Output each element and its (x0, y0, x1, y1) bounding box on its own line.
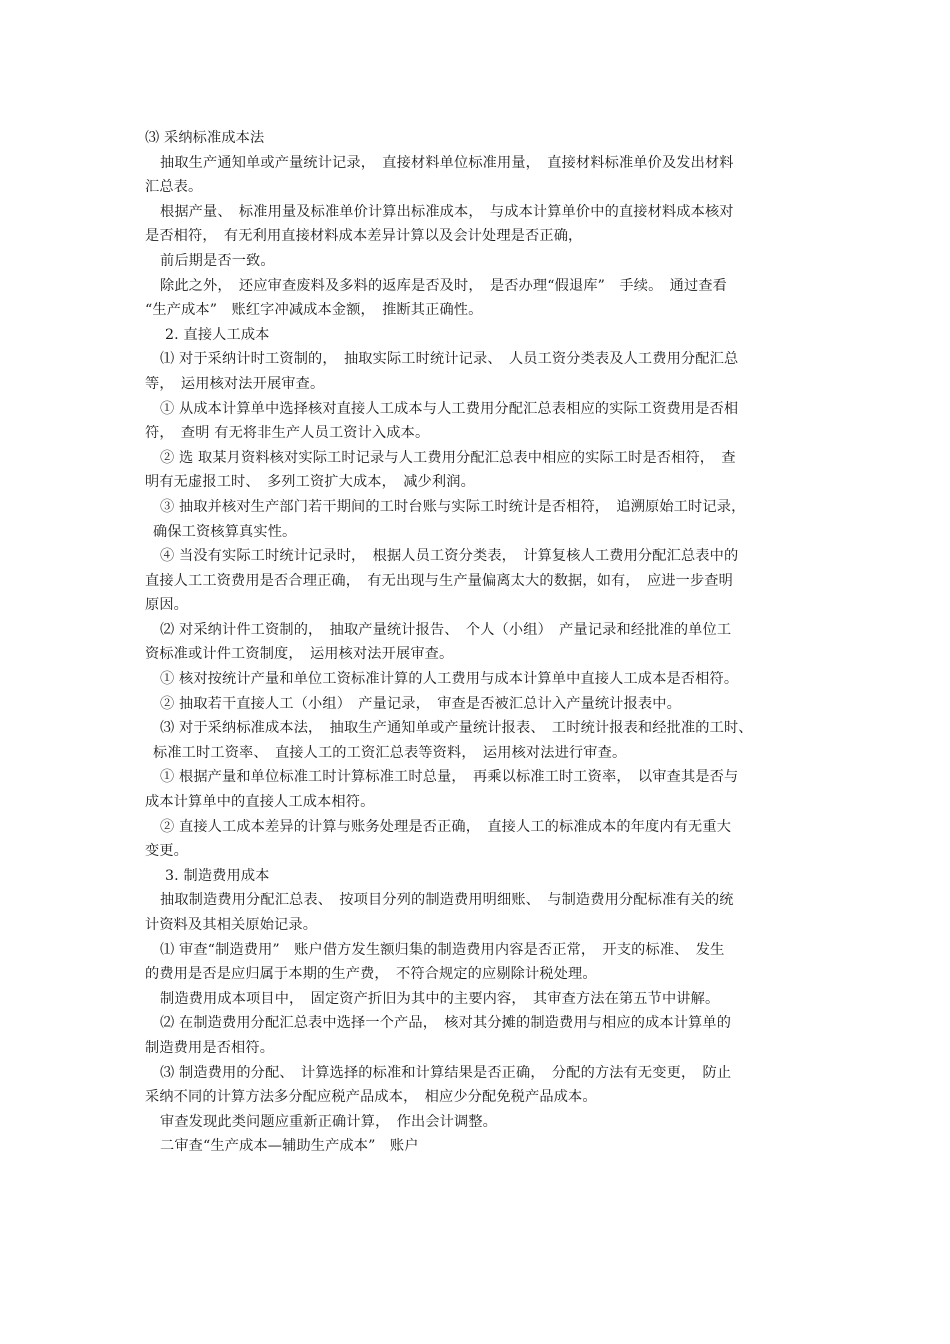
text-line: 明有无虚报工时、 多列工资扩大成本， 减少利润。 (145, 474, 475, 491)
text-line: ⑶ 采纳标准成本法 (145, 130, 265, 146)
text-line: 抽取制造费用分配汇总表、 按项目分列的制造费用明细账、 与制造费用分配标准有关的统 (160, 892, 734, 909)
text-line: 采纳不同的计算方法多分配应税产品成本， 相应少分配免税产品成本。 (145, 1089, 597, 1106)
text-line: ⑴ 对于采纳计时工资制的， 抽取实际工时统计记录、 人员工资分类表及人工费用分配汇总 (160, 351, 739, 368)
text-line: 资标准或计件工资制度， 运用核对法开展审查。 (145, 646, 454, 663)
text-line: 抽取生产通知单或产量统计记录， 直接材料单位标准用量， 直接材料标准单价及发出材料 (160, 154, 734, 171)
text-line: 确保工资核算真实性。 (153, 523, 297, 540)
text-line: “生产成本” 账红字冲减成本金额， 推断其正确性。 (145, 302, 483, 319)
text-line: ② 直接人工成本差异的计算与账务处理是否正确， 直接人工的标准成本的年度内有无重大 (160, 818, 732, 835)
text-line: 汇总表。 (145, 179, 203, 196)
text-line: 制造费用成本项目中， 固定资产折旧为其中的主要内容， 其审查方法在第五节中讲解。 (160, 990, 720, 1007)
text-line: 直接人工工资费用是否合理正确， 有无出现与生产量偏离太大的数据，如有， 应进一步查明 (145, 572, 733, 589)
text-line: 的费用是否是应归属于本期的生产费， 不符合规定的应剔除计税处理。 (145, 966, 597, 983)
text-line: 成本计算单中的直接人工成本相符。 (145, 794, 375, 811)
text-line: 制造费用是否相符。 (145, 1039, 275, 1056)
text-line: 是否相符， 有无利用直接材料成本差异计算以及会计处理是否正确， (145, 228, 583, 245)
text-line: 变更。 (145, 843, 189, 860)
text-line: 原因。 (145, 597, 189, 614)
text-line: 根据产量、 标准用量及标准单价计算出标准成本， 与成本计算单价中的直接材料成本核对 (160, 203, 734, 220)
text-line: 3. 制造费用成本 (165, 867, 270, 884)
text-line: ② 选 取某月资料核对实际工时记录与人工费用分配汇总表中相应的实际工时是否相符， 查 (160, 449, 736, 466)
text-line: 标准工时工资率、 直接人工的工资汇总表等资料， 运用核对法进行审查。 (153, 744, 627, 761)
text-line: ⑶ 制造费用的分配、 计算选择的标准和计算结果是否正确， 分配的方法有无变更， 防止 (160, 1064, 732, 1081)
text-line: 除此之外， 还应审查废料及多料的返库是否及时， 是否办理“假退库” 手续。 通过查看 (160, 277, 728, 294)
text-line: 2. 直接人工成本 (165, 326, 270, 343)
text-line: ⑶ 对于采纳标准成本法， 抽取生产通知单或产量统计报表、 工时统计报表和经批准的工时、 (160, 720, 753, 737)
text-line: ③ 抽取并核对生产部门若干期间的工时台账与实际工时统计是否相符， 追溯原始工时记录， (160, 498, 746, 515)
text-line: 等， 运用核对法开展审查。 (145, 375, 325, 392)
text-line: 符， 查明 有无将非生产人员工资计入成本。 (145, 425, 430, 442)
text-line: 计资料及其相关原始记录。 (145, 917, 318, 933)
text-line: ① 核对按统计产量和单位工资标准计算的人工费用与成本计算单中直接人工成本是否相符。 (160, 671, 739, 688)
document-body (145, 126, 815, 1159)
text-line: ⑴ 审查“制造费用” 账户借方发生额归集的制造费用内容是否正常， 开支的标准、 发生 (160, 941, 725, 958)
text-line: 前后期是否一致。 (160, 252, 275, 269)
text-line: ⑵ 对采纳计件工资制的， 抽取产量统计报告、 个人（小组） 产量记录和经批准的单位工 (160, 621, 732, 638)
text-line: ① 从成本计算单中选择核对直接人工成本与人工费用分配汇总表相应的实际工资费用是否相 (160, 400, 739, 417)
text-line: ① 根据产量和单位标准工时计算标准工时总量， 再乘以标准工时工资率， 以审查其是否与 (160, 769, 739, 786)
text-line: 二审查“生产成本—辅助生产成本” 账户 (160, 1138, 419, 1155)
text-line: ④ 当没有实际工时统计记录时， 根据人员工资分类表， 计算复核人工费用分配汇总表中的 (160, 548, 739, 565)
text-line: 审查发现此类问题应重新正确计算， 作出会计调整。 (160, 1113, 498, 1130)
text-line: ⑵ 在制造费用分配汇总表中选择一个产品， 核对其分摊的制造费用与相应的成本计算单的 (160, 1015, 732, 1032)
text-line: ② 抽取若干直接人工（小组） 产量记录， 审查是否被汇总计入产量统计报表中。 (160, 695, 681, 712)
